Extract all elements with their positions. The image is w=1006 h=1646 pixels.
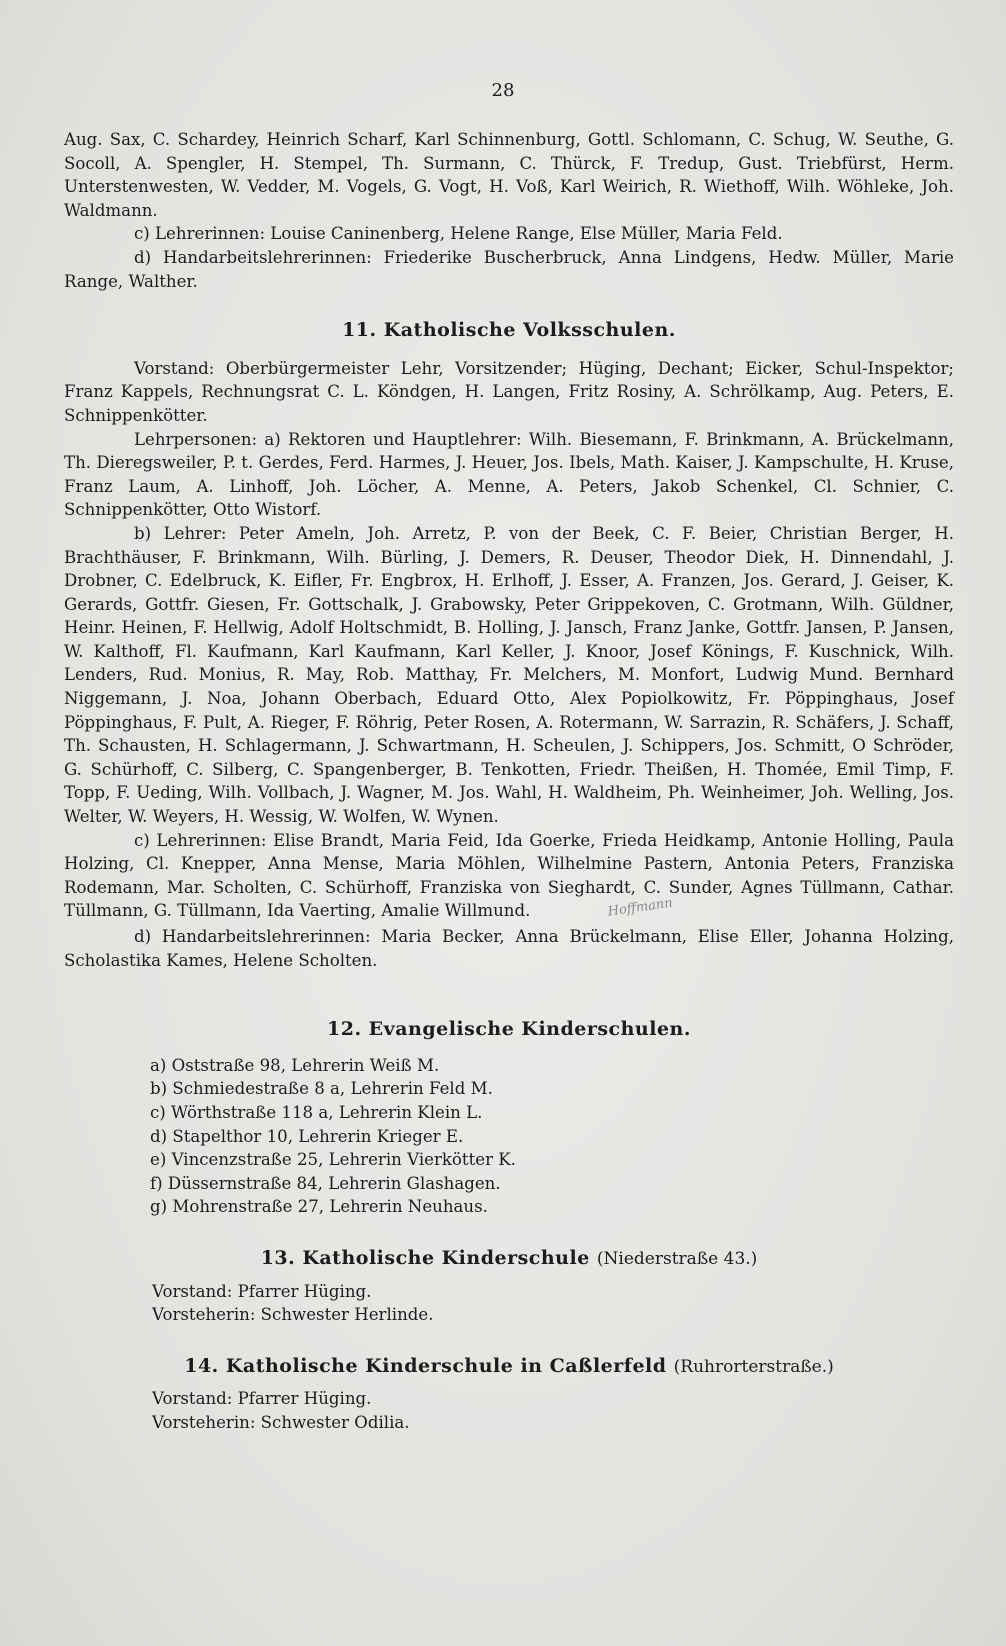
section-13-subtitle: (Niederstraße 43.) [596,1248,758,1269]
section-11-lehrerinnen [64,829,954,925]
list-item: e) Vincenzstraße 25, Lehrerin Vierkötter K. [150,1150,516,1170]
page-number: 28 [491,80,515,101]
section-14-details [152,1387,954,1434]
section-12-heading: 12. Evangelische Kinderschulen. [327,1018,691,1041]
section-13-vorsteherin: Vorsteherin: Schwester Herlinde. [152,1305,434,1325]
intro-lehrerinnen: c) Lehrerinnen: Louise Caninenberg, Helene Range, Else Müller, Maria Feld. [134,224,783,244]
section-13-heading [64,1247,954,1272]
list-item: c) Wörthstraße 118 a, Lehrerin Klein L. [150,1102,483,1122]
section-11-lehrer: b) Lehrer: Peter Ameln, Joh. Arretz, P. von der Beek, C. F. Beier, Christian Berger, H. Brachthäuser, F. Brinkmann, Wilh. Bürling, J. Demers, R. Deuser, Theodor Diek, H. Dinnendahl, J. Drobner, C. Edelbruck, K. Eifler, Fr. Engbrox, H. Erlhoff, J. Esser, A. Franzen, Jos. Gerard, J. Geiser, K. Gerards, Gottfr. Giesen, Fr. Gottschalk, J. Grabowsky, Peter Grippekoven, C. Grotmann, Wilh. Güldner, Heinr. Heinen, F. Hellwig, Adolf Holtschmidt, B. Holling, J. Jansch, Franz Janke, Gottfr. Jansen, P. Jansen, W. Kalthoff, Fl. Kaufmann, Karl Kaufmann, Karl Keller, J. Knoor, Josef Könings, F. Kuschnick, Wilh. Lenders, Rud. Monius, R. May, Rob. Matthay, Fr. Melchers, M. Monfort, Ludwig Mund. Bernhard Niggemann, J. Noa, Johann Oberbach, Eduard Otto, Alex Popiolkowitz, Fr. Pöppinghaus, Josef Pöppinghaus, F. Pult, A. Rieger, F. Röhrig, Peter Rosen, A. Rotermann, W. Sarrazin, R. Schäfers, J. Schaff, Th. Schausten, H. Schlagermann, J. Schwartmann, H. Scheulen, J. Schippers, Jos. Schmitt, O Schröder, G. Schürhoff, C. Silberg, C. Spangenberger, B. Tenkotten, Friedr. Theißen, H. Thomée, Emil Timp, F. Topp, F. Ueding, Wilh. Vollbach, J. Wagner, M. Jos. Wahl, H. Waldheim, Ph. Weinheimer, Joh. Welling, Jos. Welter, W. Weyers, H. Wessig, W. Wolfen, W. Wynen. [64,523,954,827]
section-14-heading [64,1355,954,1380]
section-12-list [150,1054,954,1219]
list-item: a) Oststraße 98, Lehrerin Weiß M. [150,1055,440,1075]
section-13-vorstand: Vorstand: Pfarrer Hüging. [152,1281,372,1301]
intro-handarbeit: d) Handarbeitslehrerinnen: Friederike Buscherbruck, Anna Lindgens, Hedw. Müller, Marie Range, Walther. [64,247,954,291]
section-14-subtitle: (Ruhrorterstraße.) [673,1356,834,1377]
section-11-heading: 11. Katholische Volksschulen. [342,319,676,342]
handwritten-signature: Hoffmann [607,896,674,921]
section-13-details [152,1280,954,1327]
section-11-lehrerinnen-text: c) Lehrerinnen: Elise Brandt, Maria Feid, Ida Goerke, Frieda Heidkamp, Antonie Holling, Paula Holzing, Cl. Knepper, Anna Mense, Maria Möhlen, Wilhelmine Pastern, Antonia Peters, Franziska Rodemann, Mar. Scholten, C. Schürhoff, Franziska von Sieghardt, C. Sunder, Agnes Tüllmann, Cathar. Tüllmann, G. Tüllmann, Ida Vaerting, Amalie Willmund. [64,830,954,921]
page-body [64,128,954,1435]
list-item: d) Stapelthor 10, Lehrerin Krieger E. [150,1126,464,1146]
section-11-vorstand: Vorstand: Oberbürgermeister Lehr, Vorsitzender; Hüging, Dechant; Eicker, Schul-Inspektor; Franz Kappels, Rechnungsrat C. L. Köndgen, H. Langen, Fritz Rosiny, A. Schrölkamp, Aug. Peters, E. Schnippenkötter. [64,358,954,425]
list-item: b) Schmiedestraße 8 a, Lehrerin Feld M. [150,1079,493,1099]
list-item: g) Mohrenstraße 27, Lehrerin Neuhaus. [150,1197,488,1217]
intro-paragraph: Aug. Sax, C. Schardey, Heinrich Scharf, Karl Schinnenburg, Gottl. Schlomann, C. Schug, W. Seuthe, G. Socoll, A. Spengler, H. Stempel, Th. Surmann, C. Thürck, F. Tredup, Gust. Triebfürst, Herm. Unterstenwesten, W. Vedder, M. Vogels, G. Vogt, H. Voß, Karl Weirich, R. Wiethoff, Wilh. Wöhleke, Joh. Waldmann. [64,130,954,220]
section-13-title: 13. Katholische Kinderschule [260,1246,590,1269]
section-14-vorsteherin: Vorsteherin: Schwester Odilia. [152,1412,410,1432]
section-11-handarbeit: d) Handarbeitslehrerinnen: Maria Becker, Anna Brückelmann, Elise Eller, Johanna Holzing, Scholastika Kames, Helene Scholten. [64,927,954,970]
section-11-rektoren: Lehrpersonen: a) Rektoren und Hauptlehrer: Wilh. Biesemann, F. Brinkmann, A. Brückelmann, Th. Dieregsweiler, P. t. Gerdes, Ferd. Harmes, J. Heuer, Jos. Ibels, Math. Kaiser, J. Kampschulte, H. Kruse, Franz Laum, A. Linhoff, Joh. Löcher, A. Menne, A. Peters, Jakob Schenkel, Cl. Schnier, C. Schnippenkötter, Otto Wistorf. [64,429,954,520]
section-14-vorstand: Vorstand: Pfarrer Hüging. [152,1389,372,1409]
section-14-title: 14. Katholische Kinderschule in Caßlerfeld [184,1354,667,1377]
list-item: f) Düssernstraße 84, Lehrerin Glashagen. [150,1173,501,1193]
